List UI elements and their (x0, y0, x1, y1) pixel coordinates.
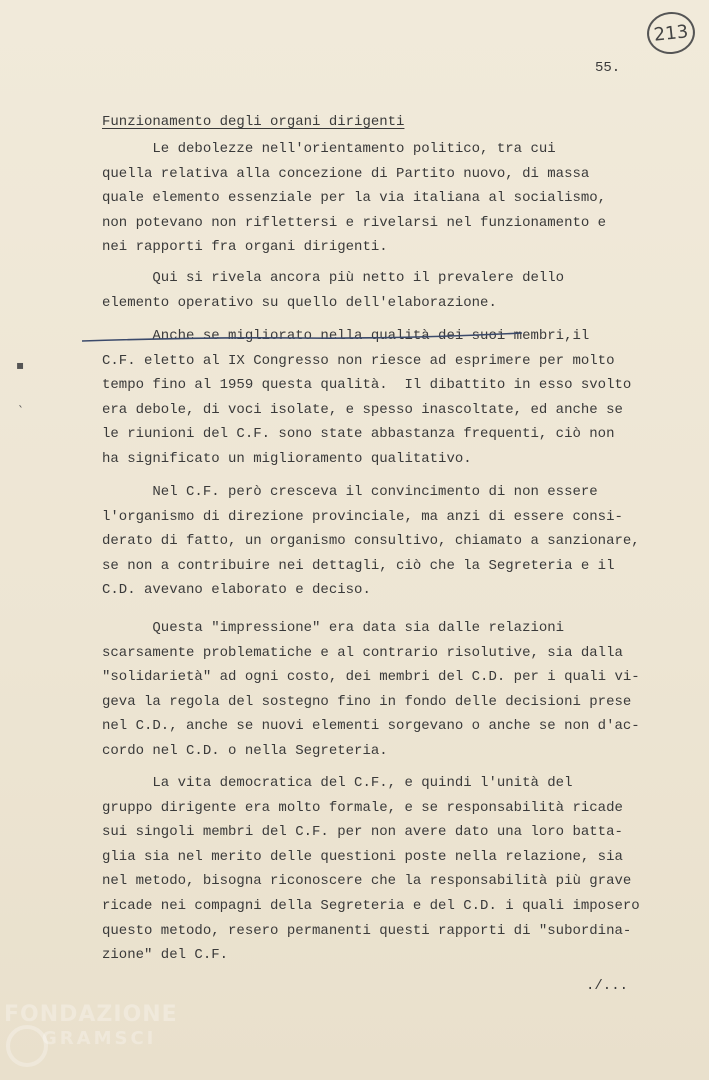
text-line: Questa "impressione" era data sia dalle relazioni (102, 620, 565, 636)
paragraph-2 (102, 266, 642, 315)
watermark-logo-icon (6, 1025, 48, 1067)
text-line: C.D. avevano elaborato e deciso. (102, 582, 371, 599)
text-line: cordo nel C.D. o nella Segreteria. (102, 742, 388, 759)
margin-mark: ` (18, 404, 24, 418)
text-line: quale elemento essenziale per la via italiana al socialismo, (102, 190, 607, 207)
watermark-line2: GRAMSCI (42, 1028, 157, 1049)
stamp-number: 213 (652, 20, 690, 46)
text-line: Qui si rivela ancora più netto il prevalere dello (102, 270, 565, 286)
paragraph-5 (102, 616, 642, 764)
text-line: Le debolezze nell'orientamento politico, tra cui (102, 141, 556, 157)
text-line: ha significato un miglioramento qualitativo. (102, 450, 472, 467)
text-line: glia sia nel merito delle questioni poste nella relazione, sia (102, 848, 623, 865)
section-heading: Funzionamento degli organi dirigenti (102, 114, 405, 130)
text-line: C.F. eletto al IX Congresso non riesce ad esprimere per molto (102, 352, 615, 369)
text-line: nel C.D., anche se nuovi elementi sorgevano o anche se non d'ac- (102, 718, 640, 735)
text-line: se non a contribuire nei dettagli, ciò che la Segreteria e il (102, 557, 615, 574)
text-line: gruppo dirigente era molto formale, e se responsabilità ricade (102, 799, 623, 816)
text-line: nel metodo, bisogna riconoscere che la responsabilità più grave (102, 873, 632, 890)
page-number: 55. (595, 60, 621, 76)
archive-stamp (645, 10, 697, 57)
text-line: quella relativa alla concezione di Partito nuovo, di massa (102, 165, 590, 182)
text-line: elemento operativo su quello dell'elaborazione. (102, 294, 497, 311)
text-line: Nel C.F. però cresceva il convincimento di non essere (102, 484, 598, 500)
archive-watermark (4, 1003, 204, 1051)
text-line: "solidarietà" ad ogni costo, dei membri del C.D. per i quali vi- (102, 669, 640, 686)
text-line: non potevano non riflettersi e rivelarsi nel funzionamento e (102, 214, 607, 231)
paragraph-6 (102, 771, 642, 968)
paragraph-4 (102, 480, 642, 603)
text-line: l'organismo di direzione provinciale, ma anzi di essere consi- (102, 508, 623, 525)
continuation-mark: ./... (586, 978, 629, 994)
text-line: questo metodo, resero permanenti questi rapporti di "subordina- (102, 922, 632, 939)
text-line: derato di fatto, un organismo consultivo, chiamato a sanzionare, (102, 533, 640, 550)
text-line: geva la regola del sostegno fino in fondo delle decisioni prese (102, 693, 632, 710)
margin-mark: ▪ (16, 358, 25, 372)
text-line: La vita democratica del C.F., e quindi l'unità del (102, 775, 573, 791)
text-line: le riunioni del C.F. sono state abbastanza frequenti, ciò non (102, 426, 615, 443)
text-line: scarsamente problematiche e al contrario risolutive, sia dalla (102, 644, 623, 661)
text-line: zione" del C.F. (102, 947, 229, 964)
text-line: ricade nei compagni della Segreteria e del C.D. i quali imposero (102, 897, 640, 914)
watermark-line1: FONDAZIONE (4, 1002, 178, 1027)
paragraph-1 (102, 137, 642, 260)
paragraph-3 (102, 324, 642, 472)
text-line: era debole, di voci isolate, e spesso inascoltate, ed anche se (102, 401, 623, 418)
text-line: nei rapporti fra organi dirigenti. (102, 239, 388, 256)
text-line: Anche se migliorato nella qualità dei suoi membri,il (102, 328, 590, 344)
text-line: tempo fino al 1959 questa qualità. Il dibattito in esso svolto (102, 377, 632, 394)
text-line: sui singoli membri del C.F. per non avere dato una loro batta- (102, 824, 623, 841)
